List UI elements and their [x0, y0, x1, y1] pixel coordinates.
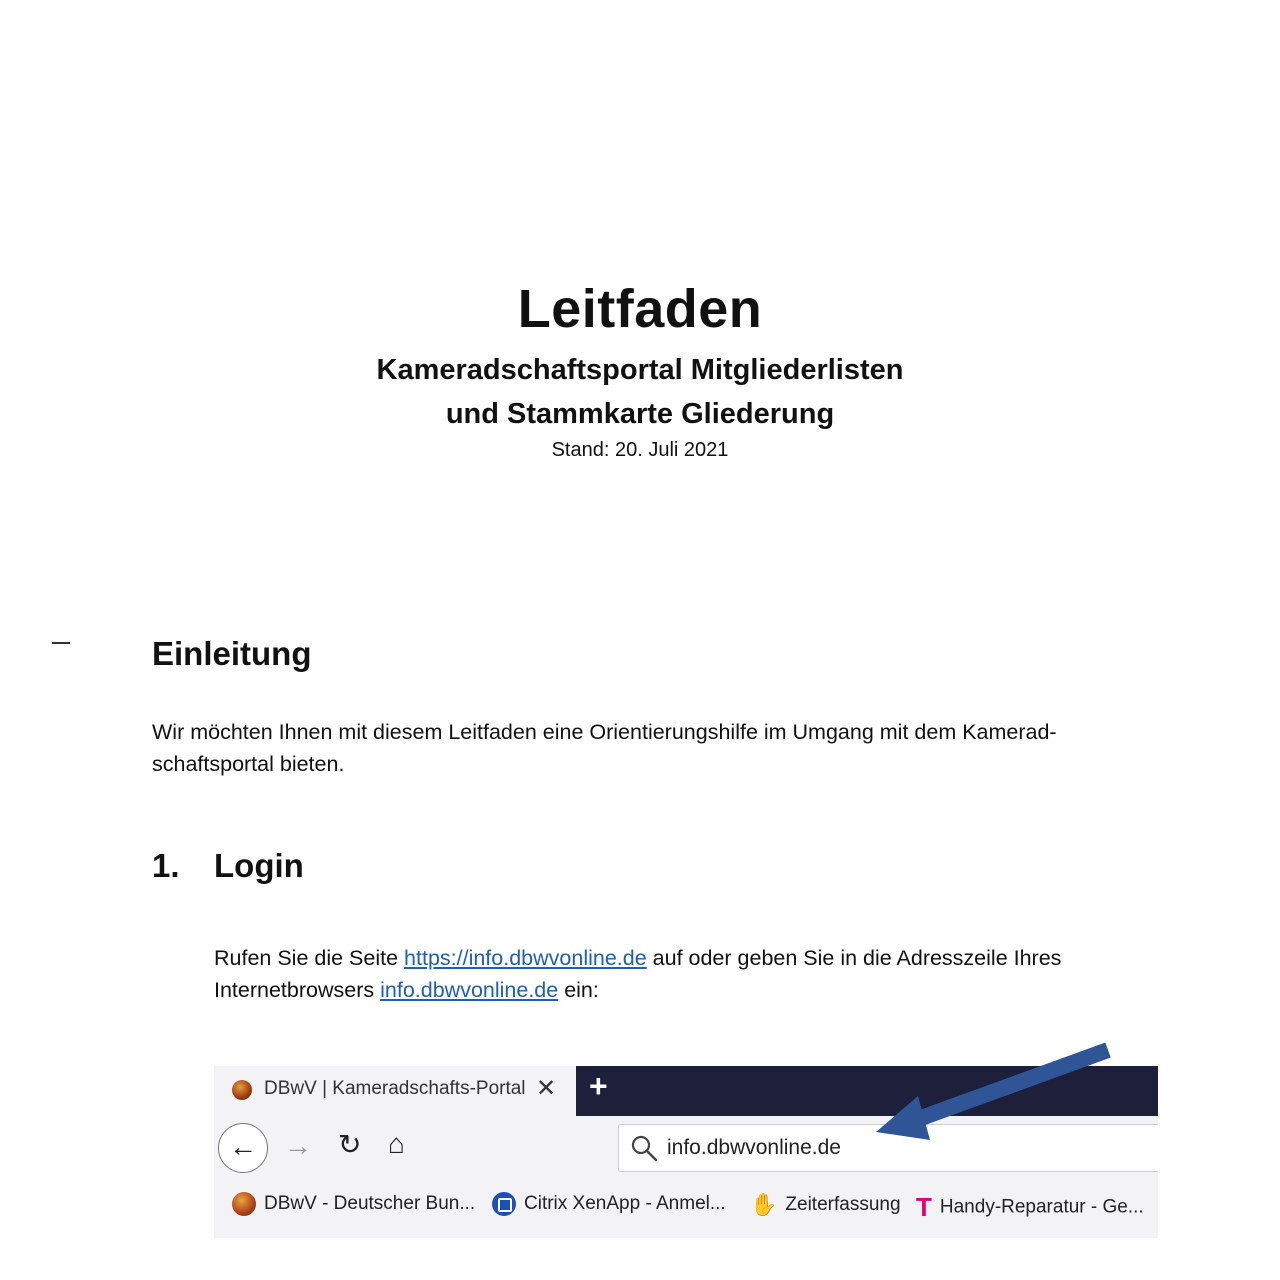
- forward-button[interactable]: →: [284, 1130, 312, 1161]
- hand-icon: ✋: [750, 1192, 778, 1217]
- home-button[interactable]: ⌂: [388, 1128, 405, 1159]
- bookmark-label: Zeiterfassung: [785, 1194, 901, 1215]
- browser-tab[interactable]: [214, 1066, 576, 1116]
- intro-line-1: Wir möchten Ihnen mit diesem Leitfaden eine Orientierungshilfe im Umgang mit dem Kamerad-: [152, 720, 1057, 744]
- heading-number: 1.: [152, 847, 180, 884]
- heading-login-text: Login: [214, 847, 304, 884]
- intro-paragraph: [152, 716, 1160, 780]
- new-tab-button[interactable]: +: [589, 1068, 608, 1104]
- bookmark-label: Handy-Reparatur - Ge...: [939, 1196, 1144, 1218]
- intro-line-2: schaftsportal bieten.: [152, 752, 345, 776]
- login-paragraph: [214, 942, 1160, 1006]
- subtitle-line-1: Kameradschaftsportal Mitgliederlisten: [376, 354, 904, 386]
- login-text-part4: ein:: [558, 978, 599, 1002]
- back-button[interactable]: ←: [218, 1123, 268, 1173]
- bookmark-label: DBwV - Deutscher Bun...: [264, 1193, 476, 1214]
- browser-navbar: [214, 1116, 1158, 1180]
- browser-screenshot: [214, 1066, 1158, 1238]
- dbwv-favicon-icon: [232, 1080, 252, 1100]
- subtitle-line-2: und Stammkarte Gliederung: [445, 398, 835, 430]
- bookmark-label: Citrix XenApp - Anmel...: [524, 1193, 726, 1214]
- bookmark-item[interactable]: [750, 1192, 901, 1218]
- bookmark-item[interactable]: [492, 1192, 726, 1216]
- document-title: Leitfaden: [517, 279, 763, 339]
- dbwv-icon: [232, 1192, 256, 1216]
- citrix-icon: [492, 1192, 516, 1216]
- login-text-part1: Rufen Sie die Seite: [214, 946, 405, 970]
- tab-title: DBwV | Kameradschafts-Portal: [264, 1078, 526, 1099]
- document-date: Stand: 20. Juli 2021: [551, 439, 729, 461]
- heading-login: [152, 844, 304, 888]
- heading-einleitung: Einleitung: [152, 635, 312, 672]
- url-text: info.dbwvonline.de: [667, 1136, 841, 1159]
- close-icon[interactable]: ✕: [536, 1075, 557, 1102]
- portal-short-link[interactable]: info.dbwvonline.de: [380, 978, 559, 1002]
- bookmark-item[interactable]: [232, 1192, 475, 1216]
- url-bar[interactable]: [618, 1124, 1158, 1172]
- bookmark-item[interactable]: [916, 1192, 1144, 1223]
- reload-button[interactable]: ↻: [338, 1129, 362, 1160]
- telekom-icon: T: [916, 1192, 932, 1222]
- search-icon: [629, 1133, 659, 1163]
- portal-link[interactable]: https://info.dbwvonline.de: [404, 946, 647, 970]
- document-subtitle: [0, 346, 1280, 438]
- login-text-part2: auf oder geben Sie in die Adresszeile Ihres: [646, 946, 1062, 970]
- login-text-part3: Internetbrowsers: [214, 978, 381, 1002]
- browser-tabbar: [214, 1066, 1158, 1116]
- title-block: [0, 278, 1280, 462]
- margin-dash: [52, 642, 70, 644]
- bookmarks-bar: [214, 1180, 1158, 1238]
